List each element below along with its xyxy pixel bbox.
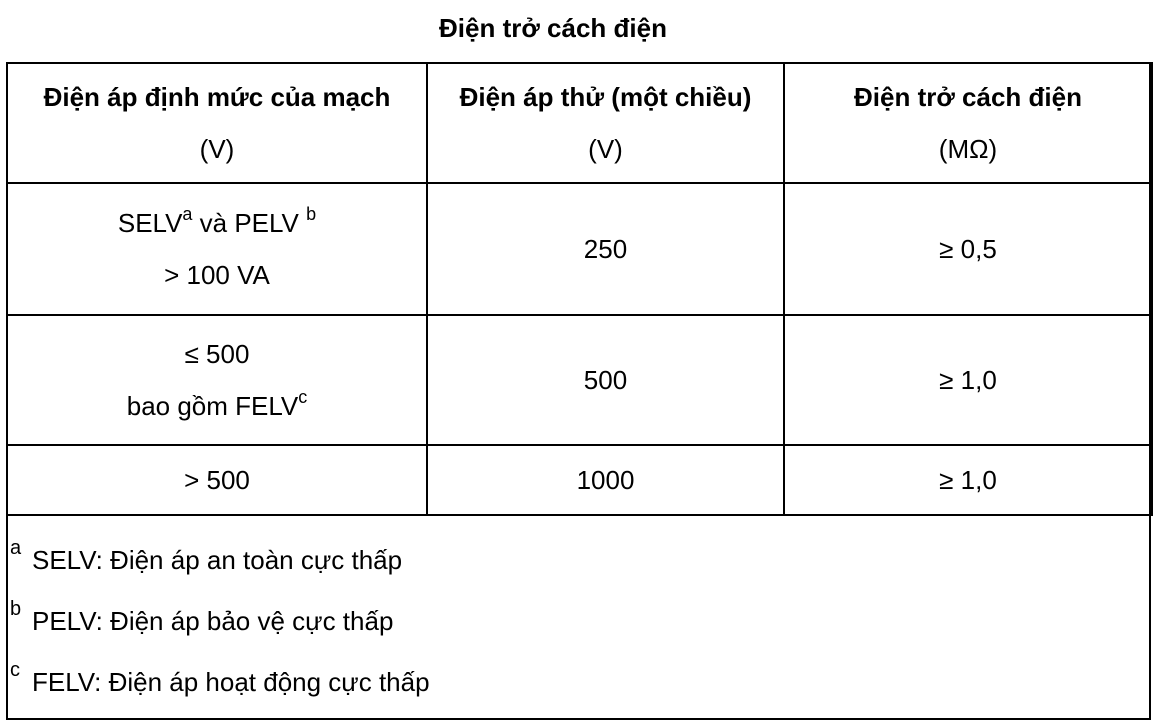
header-circuit-voltage (7, 63, 427, 183)
table-header-row (7, 63, 1152, 183)
cell-test-voltage: 1000 (427, 445, 784, 515)
footnote-mark: a (10, 537, 22, 559)
footnotes (8, 530, 1138, 713)
footnote-mark: b (10, 598, 22, 620)
footnote-item (8, 591, 1138, 652)
header-insulation-resistance (784, 63, 1152, 183)
cell-resistance: ≥ 1,0 (784, 315, 1152, 445)
header-test-voltage (427, 63, 784, 183)
table-row (7, 315, 1152, 445)
circuit-line-2: > 100 VA (164, 260, 270, 290)
circuit-line-1: ≤ 500 (184, 339, 250, 369)
header-unit: (V) (588, 134, 623, 164)
footnote-mark: c (298, 387, 308, 407)
cell-test-voltage: 500 (427, 315, 784, 445)
circuit-line-2 (8, 380, 426, 432)
footnote-mark: c (10, 659, 20, 681)
circuit-text: bao gồm FELV (126, 391, 299, 421)
cell-circuit-voltage (7, 315, 427, 445)
footnote-text: FELV: Điện áp hoạt động cực thấp (32, 667, 430, 697)
header-label: Điện áp thử (một chiều) (459, 82, 752, 112)
footnote-text: SELV: Điện áp an toàn cực thấp (32, 545, 403, 575)
footnote-item (8, 652, 1138, 713)
table-row (7, 445, 1152, 515)
insulation-resistance-table (6, 62, 1153, 516)
cell-resistance: ≥ 0,5 (784, 183, 1152, 315)
cell-test-voltage: 250 (427, 183, 784, 315)
table-row (7, 183, 1152, 315)
circuit-line-1 (8, 197, 426, 249)
footnote-text: PELV: Điện áp bảo vệ cực thấp (32, 606, 394, 636)
circuit-text: và PELV (192, 208, 307, 238)
cell-circuit-voltage (7, 183, 427, 315)
table-title: Điện trở cách điện (439, 13, 667, 43)
footnote-item (8, 530, 1138, 591)
footnote-mark: b (306, 204, 317, 224)
header-unit: (MΩ) (938, 134, 998, 164)
header-label: Điện trở cách điện (854, 82, 1082, 112)
header-label: Điện áp định mức của mạch (43, 82, 391, 112)
header-unit: (V) (199, 134, 235, 164)
circuit-text: SELV (117, 208, 183, 238)
cell-resistance: ≥ 1,0 (784, 445, 1152, 515)
cell-circuit-voltage: > 500 (7, 445, 427, 515)
footnote-mark: a (182, 204, 193, 224)
